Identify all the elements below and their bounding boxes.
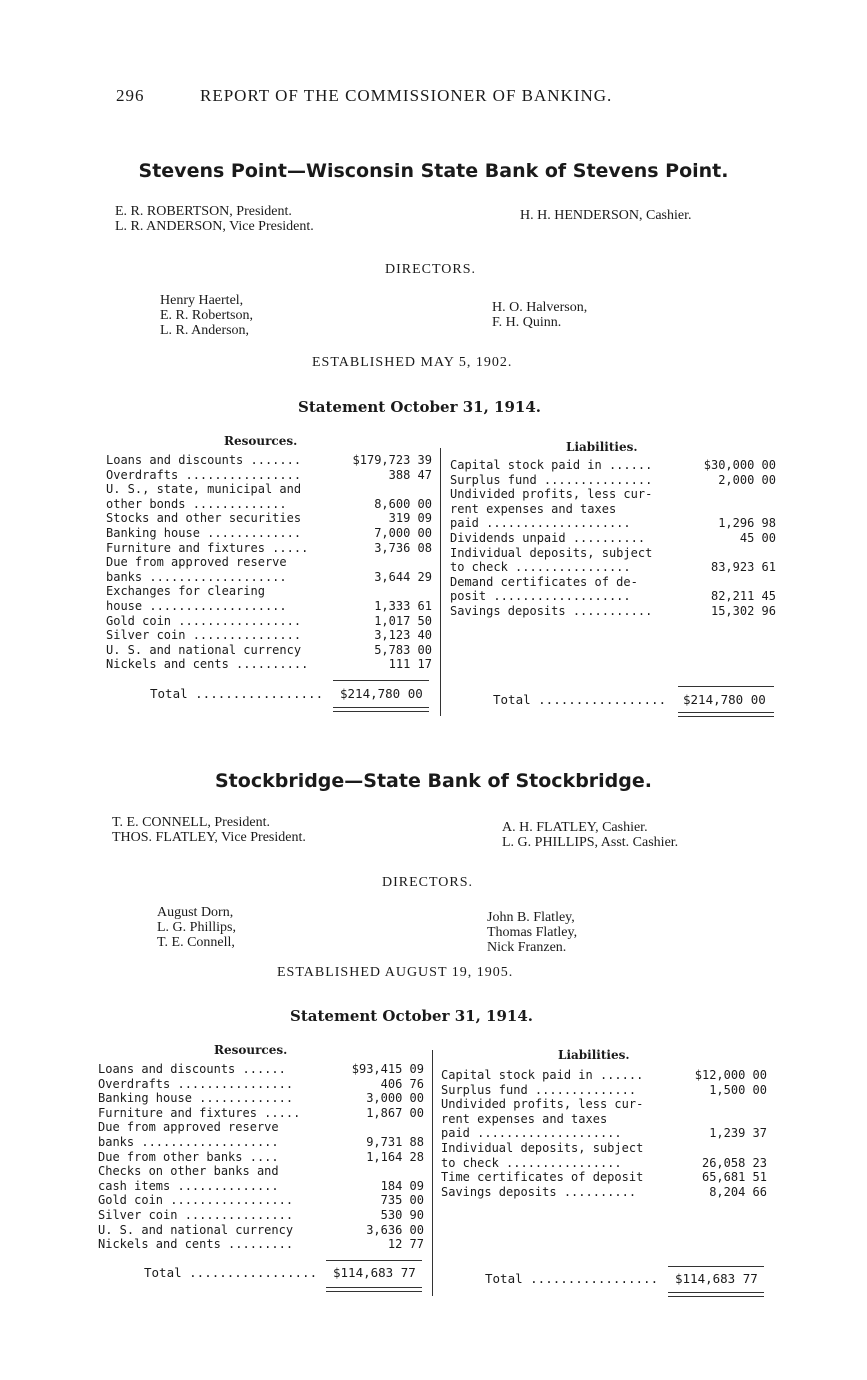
- bank-title: Stevens Point—Wisconsin State Bank of Stevens Point.: [138, 160, 729, 182]
- row-label: banks ...................: [106, 569, 287, 584]
- row-label: Individual deposits, subject: [450, 545, 653, 560]
- row-label: Banking house .............: [106, 525, 302, 540]
- row-label: Individual deposits, subject: [441, 1140, 644, 1155]
- table-row: [98, 1179, 424, 1194]
- officers-left: [112, 815, 306, 845]
- officer-asst-cashier: L. G. PHILLIPS, Asst. Cashier.: [502, 835, 679, 850]
- liabilities-table: [450, 458, 776, 619]
- table-row: [98, 1208, 424, 1223]
- row-label: Furniture and fixtures .....: [98, 1105, 301, 1120]
- table-row: [441, 1112, 767, 1127]
- row-amount: 735 00: [380, 1193, 424, 1208]
- row-label: Savings deposits ..........: [441, 1184, 637, 1199]
- table-row: [98, 1164, 424, 1179]
- table-row: [441, 1068, 767, 1083]
- row-amount: $12,000 00: [694, 1068, 767, 1082]
- row-label: to check ................: [450, 560, 631, 575]
- table-row: [450, 589, 776, 604]
- table-row: [106, 482, 432, 497]
- row-amount: 1,500 00: [709, 1082, 767, 1097]
- table-row: [106, 526, 432, 541]
- row-label: rent expenses and taxes: [450, 501, 617, 516]
- row-label: Silver coin ...............: [106, 628, 302, 643]
- row-amount: 1,164 28: [366, 1149, 424, 1164]
- row-amount: $93,415 09: [351, 1062, 424, 1076]
- table-row: [106, 628, 432, 643]
- row-amount: 1,333 61: [374, 598, 432, 613]
- row-label: Undivided profits, less cur-: [450, 487, 653, 502]
- row-label: Gold coin .................: [106, 613, 302, 628]
- double-rule: [333, 711, 429, 712]
- table-row: [450, 487, 776, 502]
- row-amount: 9,731 88: [366, 1134, 424, 1149]
- row-amount: 3,000 00: [366, 1091, 424, 1106]
- row-label: Capital stock paid in ......: [441, 1068, 644, 1082]
- director: L. G. Phillips,: [157, 920, 236, 935]
- liabilities-table: [441, 1068, 767, 1199]
- total-rule: [678, 686, 774, 687]
- table-row: [106, 584, 432, 599]
- row-amount: 1,296 98: [718, 516, 776, 531]
- liabilities-total-label: Total .................: [493, 692, 667, 707]
- row-label: Loans and discounts ......: [98, 1062, 286, 1076]
- row-label: Demand certificates of de-: [450, 574, 638, 589]
- table-row: [106, 497, 432, 512]
- director: T. E. Connell,: [157, 935, 235, 950]
- resources-total: $114,683 77: [333, 1265, 416, 1280]
- row-amount: 65,681 51: [701, 1170, 767, 1185]
- row-label: Stocks and other securities: [106, 511, 302, 526]
- row-label: rent expenses and taxes: [441, 1111, 608, 1126]
- director: August Dorn,: [157, 905, 234, 920]
- row-label: Banking house .............: [98, 1091, 294, 1106]
- row-amount: $179,723 39: [352, 453, 432, 467]
- column-divider: [440, 448, 441, 716]
- row-label: posit ...................: [450, 589, 631, 604]
- row-amount: 3,636 00: [366, 1222, 424, 1237]
- row-amount: 530 90: [380, 1207, 424, 1222]
- row-label: Time certificates of deposit: [441, 1170, 644, 1185]
- table-row: [441, 1170, 767, 1185]
- resources-total-label: Total .................: [150, 686, 324, 701]
- table-row: [98, 1135, 424, 1150]
- row-label: paid ....................: [441, 1126, 622, 1141]
- row-amount: 8,600 00: [374, 496, 432, 511]
- row-amount: 1,017 50: [374, 613, 432, 628]
- row-amount: 1,239 37: [709, 1126, 767, 1141]
- bank-title: Stockbridge—State Bank of Stockbridge.: [215, 770, 652, 792]
- row-amount: 83,923 61: [710, 560, 776, 575]
- row-amount: 111 17: [388, 657, 432, 672]
- row-label: Nickels and cents ..........: [106, 657, 309, 672]
- row-label: Due from other banks ....: [98, 1149, 279, 1164]
- resources-total-label: Total .................: [144, 1265, 318, 1280]
- liabilities-heading: Liabilities.: [558, 1048, 630, 1062]
- double-rule: [326, 1291, 422, 1292]
- row-label: Due from approved reserve: [106, 555, 287, 570]
- row-label: Surplus fund ...............: [450, 472, 653, 487]
- directors-left: [160, 293, 253, 338]
- officer-president: T. E. CONNELL, President.: [112, 815, 270, 830]
- table-row: [450, 473, 776, 488]
- director: L. R. Anderson,: [160, 323, 250, 338]
- row-label: other bonds .............: [106, 496, 287, 511]
- row-label: Savings deposits ...........: [450, 603, 653, 618]
- officer-cashier: A. H. FLATLEY, Cashier.: [502, 820, 648, 835]
- table-row: [106, 599, 432, 614]
- established-date: ESTABLISHED AUGUST 19, 1905.: [277, 965, 514, 980]
- director: Nick Franzen.: [487, 940, 567, 955]
- table-row: [441, 1083, 767, 1098]
- row-label: Furniture and fixtures .....: [106, 540, 309, 555]
- row-label: Capital stock paid in ......: [450, 458, 653, 472]
- table-row: [98, 1237, 424, 1252]
- total-rule: [326, 1260, 422, 1261]
- total-rule: [668, 1266, 764, 1267]
- row-amount: 1,867 00: [366, 1105, 424, 1120]
- director: Thomas Flatley,: [487, 925, 578, 940]
- row-label: Nickels and cents .........: [98, 1237, 294, 1252]
- row-label: Checks on other banks and: [98, 1164, 279, 1179]
- page-number: 296: [116, 86, 145, 105]
- row-label: cash items ..............: [98, 1178, 279, 1193]
- double-rule: [678, 716, 774, 717]
- double-rule: [668, 1296, 764, 1297]
- officers-right: [520, 208, 692, 223]
- row-label: banks ...................: [98, 1134, 279, 1149]
- director: H. O. Halverson,: [492, 300, 588, 315]
- statement-heading: Statement October 31, 1914.: [298, 398, 542, 416]
- row-amount: 82,211 45: [710, 589, 776, 604]
- table-row: [106, 453, 432, 468]
- table-row: [441, 1185, 767, 1200]
- row-label: house ...................: [106, 598, 287, 613]
- resources-table: [106, 453, 432, 672]
- row-amount: 15,302 96: [710, 603, 776, 618]
- row-amount: 45 00: [739, 530, 776, 545]
- liabilities-heading: Liabilities.: [566, 440, 638, 454]
- resources-table: [98, 1062, 424, 1252]
- row-label: Surplus fund ..............: [441, 1082, 637, 1097]
- resources-total: $214,780 00: [340, 686, 423, 701]
- table-row: [450, 546, 776, 561]
- directors-left: [157, 905, 236, 950]
- resources-heading: Resources.: [214, 1043, 288, 1057]
- table-row: [106, 555, 432, 570]
- table-row: [98, 1120, 424, 1135]
- directors-heading: DIRECTORS.: [385, 262, 477, 277]
- row-amount: 7,000 00: [374, 525, 432, 540]
- row-amount: $30,000 00: [703, 458, 776, 472]
- liabilities-total: $114,683 77: [675, 1271, 758, 1286]
- row-label: Overdrafts ................: [106, 467, 302, 482]
- officers-left: [115, 204, 314, 234]
- row-amount: 8,204 66: [709, 1184, 767, 1199]
- table-row: [98, 1062, 424, 1077]
- table-row: [450, 516, 776, 531]
- double-rule: [668, 1292, 764, 1293]
- row-label: Gold coin .................: [98, 1193, 294, 1208]
- director: F. H. Quinn.: [492, 315, 562, 330]
- table-row: [106, 643, 432, 658]
- table-row: [98, 1150, 424, 1165]
- statement-heading: Statement October 31, 1914.: [290, 1007, 534, 1025]
- table-row: [441, 1156, 767, 1171]
- officer-vice-president: THOS. FLATLEY, Vice President.: [112, 830, 306, 845]
- row-amount: 184 09: [380, 1178, 424, 1193]
- running-title: REPORT OF THE COMMISSIONER OF BANKING.: [200, 86, 613, 105]
- directors-right: [492, 300, 587, 330]
- director: E. R. Robertson,: [160, 308, 253, 323]
- double-rule: [326, 1287, 422, 1288]
- table-row: [106, 614, 432, 629]
- table-row: [450, 531, 776, 546]
- table-row: [441, 1126, 767, 1141]
- resources-heading: Resources.: [224, 434, 298, 448]
- row-label: U. S. and national currency: [98, 1222, 294, 1237]
- row-label: Overdrafts ................: [98, 1076, 294, 1091]
- table-row: [98, 1193, 424, 1208]
- table-row: [106, 468, 432, 483]
- table-row: [441, 1141, 767, 1156]
- officer-cashier: H. H. HENDERSON, Cashier.: [520, 208, 692, 223]
- table-row: [106, 657, 432, 672]
- table-row: [98, 1091, 424, 1106]
- column-divider: [432, 1050, 433, 1296]
- table-row: [450, 560, 776, 575]
- table-row: [450, 604, 776, 619]
- row-label: Due from approved reserve: [98, 1120, 279, 1135]
- row-label: U. S. and national currency: [106, 642, 302, 657]
- row-amount: 406 76: [380, 1076, 424, 1091]
- double-rule: [678, 712, 774, 713]
- row-amount: 3,123 40: [374, 628, 432, 643]
- row-amount: 2,000 00: [718, 472, 776, 487]
- liabilities-total: $214,780 00: [683, 692, 766, 707]
- table-row: [450, 502, 776, 517]
- table-row: [98, 1223, 424, 1238]
- table-row: [98, 1106, 424, 1121]
- row-label: paid ....................: [450, 516, 631, 531]
- row-label: Loans and discounts .......: [106, 453, 302, 467]
- row-label: Undivided profits, less cur-: [441, 1097, 644, 1112]
- table-row: [106, 511, 432, 526]
- row-amount: 319 09: [388, 511, 432, 526]
- row-amount: 3,644 29: [374, 569, 432, 584]
- row-label: Silver coin ...............: [98, 1207, 294, 1222]
- row-amount: 3,736 08: [374, 540, 432, 555]
- liabilities-total-label: Total .................: [485, 1271, 659, 1286]
- table-row: [441, 1097, 767, 1112]
- row-label: Exchanges for clearing: [106, 584, 265, 599]
- officers-right: [502, 820, 678, 850]
- table-row: [450, 575, 776, 590]
- row-amount: 388 47: [388, 467, 432, 482]
- director: Henry Haertel,: [160, 293, 244, 308]
- table-row: [98, 1077, 424, 1092]
- directors-heading: DIRECTORS.: [382, 875, 474, 890]
- total-rule: [333, 680, 429, 681]
- row-label: Dividends unpaid ..........: [450, 530, 646, 545]
- officer-president: E. R. ROBERTSON, President.: [115, 204, 292, 219]
- row-amount: 5,783 00: [374, 642, 432, 657]
- director: John B. Flatley,: [487, 910, 575, 925]
- table-row: [106, 570, 432, 585]
- double-rule: [333, 707, 429, 708]
- row-label: to check ................: [441, 1155, 622, 1170]
- row-amount: 12 77: [387, 1237, 424, 1252]
- established-date: ESTABLISHED MAY 5, 1902.: [312, 355, 513, 370]
- table-row: [450, 458, 776, 473]
- row-amount: 26,058 23: [701, 1155, 767, 1170]
- officer-vice-president: L. R. ANDERSON, Vice President.: [115, 219, 314, 234]
- table-row: [106, 541, 432, 556]
- row-label: U. S., state, municipal and: [106, 482, 302, 497]
- directors-right: [487, 910, 577, 955]
